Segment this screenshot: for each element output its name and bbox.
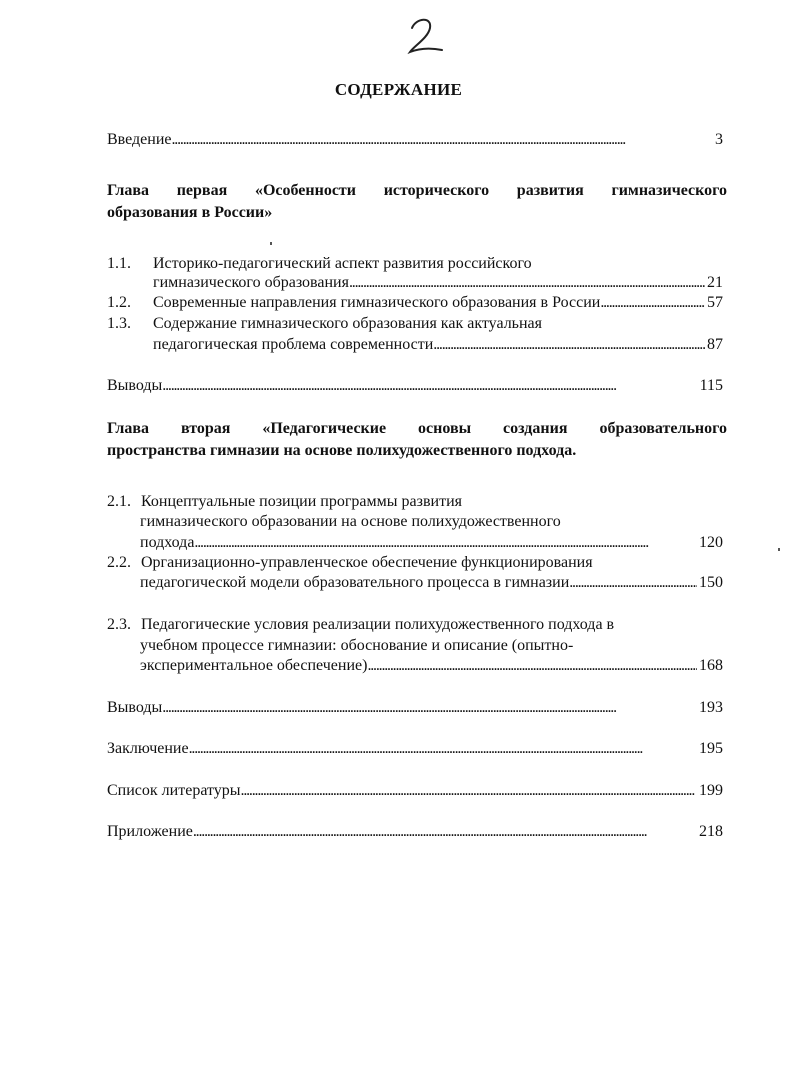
toc-entry-appendix[interactable] xyxy=(107,822,723,842)
entry-number: 2.3. xyxy=(107,616,131,633)
entry-label: Концептуальные позиции программы развития xyxy=(141,493,462,510)
entry-label: Список литературы xyxy=(107,782,241,799)
toc-entry-1-3-line2[interactable] xyxy=(153,335,723,355)
toc-entry-2-3-line3[interactable] xyxy=(140,656,723,676)
entry-label: Выводы xyxy=(107,377,163,394)
entry-label: учебном процессе гимназии: обоснование и описание (опытно- xyxy=(140,637,574,654)
entry-number: 1.3. xyxy=(107,315,131,332)
entry-label: Историко-педагогический аспект развития российского xyxy=(153,255,532,272)
entry-page: 57 xyxy=(707,294,723,311)
toc-entry-2-1-line3[interactable] xyxy=(140,533,723,553)
toc-entry-2-3-line2[interactable] xyxy=(140,636,723,656)
chapter2-heading-line1: Глава вторая «Педагогические основы создания образовательного xyxy=(107,420,727,437)
leader-dots xyxy=(600,293,705,313)
leader-dots xyxy=(367,656,697,676)
entry-page: 3 xyxy=(715,131,723,148)
entry-label: Педагогические условия реализации полихудожественного подхода в xyxy=(141,616,615,633)
entry-page: 87 xyxy=(707,336,723,353)
toc-entry-chapter1-conclusions[interactable] xyxy=(107,376,723,396)
entry-page: 193 xyxy=(699,699,723,716)
leader-dots xyxy=(433,335,705,355)
leader-dots xyxy=(349,273,705,293)
leader-dots xyxy=(193,822,697,842)
entry-number: 2.2. xyxy=(107,554,131,571)
entry-label: экспериментальное обеспечение) xyxy=(140,657,368,674)
leader-dots xyxy=(172,130,714,150)
entry-label: Заключение xyxy=(107,740,189,757)
entry-page: 168 xyxy=(699,657,723,674)
entry-page: 150 xyxy=(699,574,723,591)
toc-entry-intro[interactable] xyxy=(107,130,723,150)
entry-number: 1.1. xyxy=(107,255,131,272)
entry-label: гимназического образовании на основе полихудожественного xyxy=(140,513,561,530)
entry-label: Выводы xyxy=(107,699,163,716)
leader-dots xyxy=(189,739,697,759)
entry-page: 120 xyxy=(699,534,723,551)
chapter2-heading-line2: пространства гимназии на основе полихудожественного подхода. xyxy=(107,442,577,459)
entry-label: Приложение xyxy=(107,823,193,840)
entry-label: Введение xyxy=(107,131,172,148)
entry-number: 2.1. xyxy=(107,493,131,510)
chapter1-heading-line2: образования в России» xyxy=(107,204,273,221)
entry-label: Организационно-управленческое обеспечение функционирования xyxy=(141,554,593,571)
toc-entry-2-1-line1[interactable] xyxy=(107,492,723,512)
entry-page: 115 xyxy=(699,377,723,394)
scan-speck xyxy=(778,548,780,551)
toc-entry-2-1-line2[interactable] xyxy=(140,512,723,532)
entry-label: педагогическая проблема современности xyxy=(153,336,434,353)
leader-dots xyxy=(241,781,697,801)
toc-entry-1-1-line1[interactable] xyxy=(107,254,723,274)
entry-label: педагогической модели образовательного процесса в гимназии xyxy=(140,574,570,591)
handwritten-two-icon xyxy=(398,14,448,58)
chapter1-heading xyxy=(107,180,727,224)
leader-dots xyxy=(162,698,697,718)
entry-page: 199 xyxy=(699,782,723,799)
toc-title: СОДЕРЖАНИЕ xyxy=(334,80,463,99)
handwritten-page-number xyxy=(398,14,448,58)
entry-label: Современные направления гимназического образования в России xyxy=(153,294,601,311)
toc-entry-2-3-line1[interactable] xyxy=(107,615,723,635)
entry-label: Содержание гимназического образования как актуальная xyxy=(153,315,542,332)
entry-number: 1.2. xyxy=(107,294,131,311)
entry-label: подхода xyxy=(140,534,195,551)
entry-page: 195 xyxy=(699,740,723,757)
entry-label: гимназического образования xyxy=(153,274,349,291)
toc-entry-1-3-line1[interactable] xyxy=(107,314,723,334)
entry-page: 21 xyxy=(707,274,723,291)
toc-entry-references[interactable] xyxy=(107,781,723,801)
toc-entry-2-2-line1[interactable] xyxy=(107,553,723,573)
entry-page: 218 xyxy=(699,823,723,840)
chapter1-heading-line1: Глава первая «Особенности исторического развития гимназического xyxy=(107,182,727,199)
chapter2-heading xyxy=(107,418,727,462)
scan-speck xyxy=(270,242,272,245)
leader-dots xyxy=(194,533,697,553)
toc-entry-chapter2-conclusions[interactable] xyxy=(107,698,723,718)
toc-entry-conclusion[interactable] xyxy=(107,739,723,759)
toc-entry-1-2[interactable] xyxy=(107,293,723,313)
leader-dots xyxy=(162,376,697,396)
toc-entry-1-1-line2[interactable] xyxy=(153,273,723,293)
toc-entry-2-2-line2[interactable] xyxy=(140,573,723,593)
leader-dots xyxy=(569,573,697,593)
